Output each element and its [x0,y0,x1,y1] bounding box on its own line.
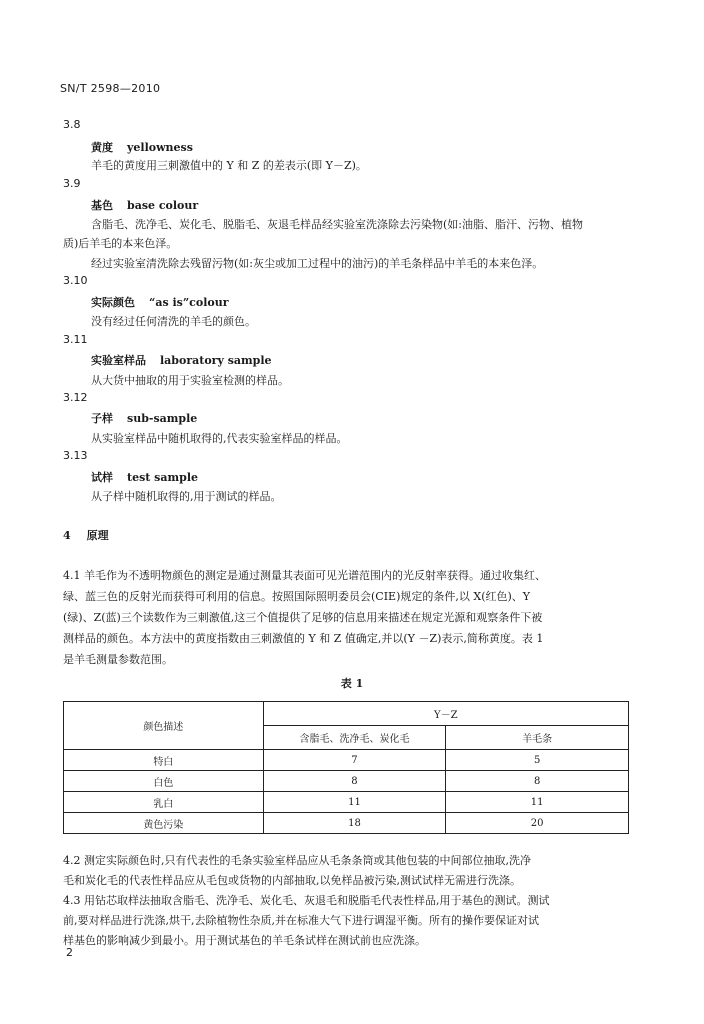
header-wool-top: 羊毛条 [446,726,629,750]
header-color-description: 颜色描述 [64,702,264,750]
term-zh: 实验室样品 [91,354,146,367]
clause-number: 3.9 [63,177,81,190]
paragraph-line: 4.3 用钻芯取样法抽取含脂毛、洗净毛、炭化毛、灰退毛和脱脂毛代表性样品,用于基色的测试。测试 [63,894,550,907]
definition-line: 从大货中抽取的用于实验室检测的样品。 [91,374,289,387]
paragraph-line: 样基色的影响减少到最小。用于测试基色的羊毛条试样在测试前也应洗涤。 [63,934,426,947]
clause-number: 3.11 [63,333,88,346]
paragraph-line: 毛和炭化毛的代表性样品应从毛包或货物的内部抽取,以免样品被污染,测试试样无需进行洗涤。 [63,874,521,887]
term-heading [91,352,272,368]
header-y-minus-z: Y－Z [263,702,628,726]
definition-line: 从实验室样品中随机取得的,代表实验室样品的样品。 [91,432,348,445]
paragraph-line: 前,要对样品进行洗涤,烘干,去除植物性杂质,并在标准大气下进行调湿平衡。所有的操作要保证对试 [63,914,539,927]
term-heading [91,294,229,310]
cell-description: 黄色污染 [64,813,264,834]
definition-line: 含脂毛、洗净毛、炭化毛、脱脂毛、灰退毛样品经实验室洗涤除去污染物(如:油脂、脂汗、污物、植物 [91,218,583,231]
section-number: 4 [63,529,71,542]
paragraph-line: (绿)、Z(蓝)三个读数作为三刺激值,这三个值提供了足够的信息用来描述在规定光源和观察条件下被 [63,611,543,624]
standard-code: SN/T 2598—2010 [60,82,161,95]
paragraph-line: 4.2 测定实际颜色时,只有代表性的毛条实验室样品应从毛条条筒或其他包装的中间部位抽取,洗净 [63,854,531,867]
clause-number: 3.13 [63,449,88,462]
clause-number: 3.10 [63,274,88,287]
cell-value-b: 5 [446,750,629,771]
cell-value-a: 7 [263,750,446,771]
table-title: 表 1 [340,677,364,690]
cell-value-b: 11 [446,792,629,813]
section-title: 原理 [86,529,109,542]
term-zh: 黄度 [91,141,113,154]
cell-description: 乳白 [64,792,264,813]
clause-number: 3.8 [63,118,81,131]
table-header-row [64,702,629,726]
term-zh: 试样 [91,471,113,484]
definition-line: 羊毛的黄度用三刺激值中的 Y 和 Z 的差表示(即 Y－Z)。 [91,159,367,172]
paragraph-line: 绿、蓝三色的反射光而获得可利用的信息。按照国际照明委员会(CIE)规定的条件,以 X(红色)、Y [63,590,531,603]
paragraph-line: 4.1 羊毛作为不透明物颜色的测定是通过测量其表面可见光谱范围内的光反射率获得。通过收集红、 [63,569,546,582]
table-row [64,813,629,834]
header-greasy-scoured-carbonized: 含脂毛、洗净毛、炭化毛 [263,726,446,750]
definition-line: 没有经过任何清洗的羊毛的颜色。 [91,315,256,328]
cell-value-a: 8 [263,771,446,792]
paragraph-line: 测样品的颜色。本方法中的黄度指数由三刺激值的 Y 和 Z 值确定,并以(Y －Z)表示,简称黄度。表 1 [63,632,544,645]
term-en: laboratory sample [160,354,272,367]
table-row [64,750,629,771]
cell-value-b: 8 [446,771,629,792]
paragraph-line: 是羊毛测量参数范围。 [63,653,173,666]
cell-description: 特白 [64,750,264,771]
term-heading [91,469,198,485]
cell-value-b: 20 [446,813,629,834]
definition-line: 质)后羊毛的本来色泽。 [63,237,178,250]
section-heading [63,527,109,543]
term-zh: 子样 [91,412,113,425]
cell-value-a: 18 [263,813,446,834]
table-row [64,792,629,813]
term-heading [91,410,197,426]
term-en: sub-sample [127,412,198,425]
yellowness-table [63,701,629,834]
term-heading [91,197,198,213]
term-zh: 实际颜色 [91,296,135,309]
term-en: test sample [127,471,199,484]
term-zh: 基色 [91,199,113,212]
term-en: base colour [127,199,199,212]
page-number: 2 [66,946,73,959]
term-en: “as is”colour [149,296,229,309]
term-en: yellowness [127,141,193,154]
definition-line: 经过实验室清洗除去残留污物(如:灰尘或加工过程中的油污)的羊毛条样品中羊毛的本来色泽。 [91,257,544,270]
cell-description: 白色 [64,771,264,792]
clause-number: 3.12 [63,391,88,404]
definition-line: 从子样中随机取得的,用于测试的样品。 [91,490,282,503]
term-heading [91,139,193,155]
cell-value-a: 11 [263,792,446,813]
table-row [64,771,629,792]
